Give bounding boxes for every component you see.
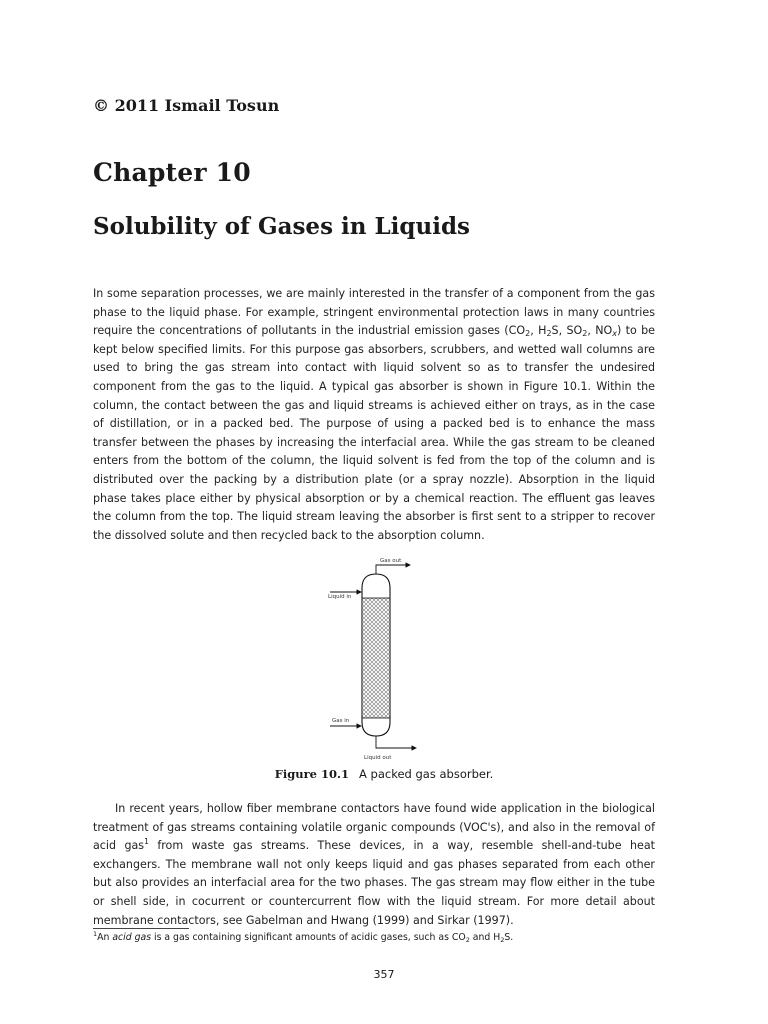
liquid-in-label: Liquid in [328, 594, 352, 600]
page-number: 357 [373, 968, 395, 981]
liquid-out-line [376, 736, 416, 748]
chapter-title: Solubility of Gases in Liquids [93, 213, 470, 240]
packed-absorber-figure [310, 552, 460, 764]
gas-in-label: Gas in [332, 718, 350, 724]
membrane-paragraph: In recent years, hollow fiber membrane contactors have found wide application in the biological treatment of gas streams containing volatile organic compounds (VOC's), and also in the removal of acid gas$^1$ from waste gas streams. These devices, in a way, resemble shell-and-tube heat exchangers. The membrane wall not only keeps liquid and gas phases separated from each other but also provides an interfacial area for the two phases. The gas stream may flow either in the tube or shell side, in cocurrent or countercurrent flow with the liquid stream. For more detail about membrane contactors, see Gabelman and Hwang (1999) and Sirkar (1997). [93, 802, 655, 927]
figure-caption-text: A packed gas absorber. [359, 767, 494, 781]
packed-bed [362, 598, 390, 718]
figure-number: Figure 10.1 [274, 767, 350, 781]
copyright-notice: © 2011 Ismail Tosun [93, 96, 280, 115]
liquid-out-label: Liquid out [364, 755, 392, 761]
footnote-ref: 1 [144, 837, 149, 847]
footnote: $^1$An acid gas is a gas containing significant amounts of acidic gases, such as $CO_2$ and $H_2S$. [93, 930, 514, 944]
gas-out-line [376, 565, 410, 574]
gas-out-label: Gas out [380, 558, 402, 564]
chapter-number: Chapter 10 [93, 158, 251, 187]
footnote-rule [93, 928, 189, 929]
figure-caption [0, 767, 768, 781]
intro-paragraph: In some separation processes, we are mainly interested in the transfer of a component from the gas phase to the liquid phase. For example, stringent environmental protection laws in many countries require the concentrations of pollutants in the industrial emission gases ($CO_2$, $H_2S$, $SO_2$, $NO_x$) to be kept below specified limits. For this purpose gas absorbers, scrubbers, and wetted wall columns are used to bring the gas stream into contact with liquid solvent so as to transfer the undesired component from the gas to the liquid. A typical gas absorber is shown in Figure 10.1. Within the column, the contact between the gas and liquid streams is achieved either on trays, as in the case of distillation, or in a packed bed. The purpose of using a packed bed is to enhance the mass transfer between the phases by increasing the interfacial area. While the gas stream to be cleaned enters from the bottom of the column, the liquid solvent is fed from the top of the column and is distributed over the packing by a distribution plate (or a spray nozzle). Absorption in the liquid phase takes place either by physical absorption or by a chemical reaction. The effluent gas leaves the column from the top. The liquid stream leaving the absorber is first sent to a stripper to recover the dissolved solute and then recycled back to the absorption column. [93, 287, 655, 542]
